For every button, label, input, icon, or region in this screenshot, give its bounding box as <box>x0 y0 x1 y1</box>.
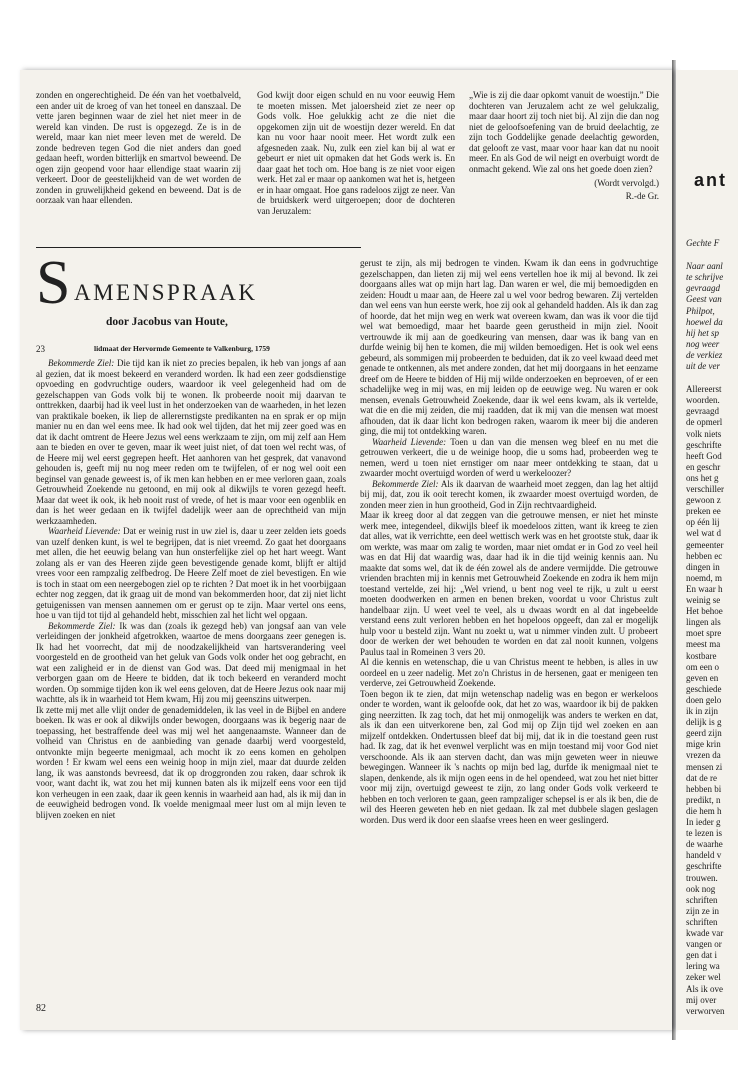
title-initial: S <box>36 249 71 317</box>
next-page-line: meest ma <box>686 639 721 650</box>
top-column-3-text: „Wie is zij die daar opkomt vanuit de woestijn.” Die dochteren van Jeruzalem acht ze wel gelukzalig, maar daar hoort zij toch niet bij. Al zijn die dan nog niet de geloofsoefening van de bruid deelachtig, ze zijn toch Goddelijke genade deelachtig geworden, dat gelooft ze vast, maar voor haar kan dat nu nooit meer. En als God de wil neigt en overbuigt wordt de onmacht gekend. Wie zal ons het goede doen zien? <box>469 90 659 174</box>
speaker-label: Bekommerde Ziel: <box>48 620 116 631</box>
next-page-line: predikt, n <box>686 794 721 805</box>
article-right-column <box>360 258 658 1003</box>
next-page-line: geerd zijn <box>686 728 722 739</box>
next-page-line: moet spre <box>686 628 722 639</box>
paragraph <box>360 258 658 437</box>
paragraph-text: Dat er weinig rust in uw ziel is, daar u zeer zelden iets goeds van uzelf denken kunt, is wel te begrijpen, dat is niet vreemd. Zo gaat het doorgaans met allen, die het eeuwig belang van hun onsterfelijke ziel op het hart weegt. Want zolang als er van des Heeren zijde geen bevestigende genade komt, blijft er altijd vrees voor een rampzalig zelfbedrog. De Heere Zelf moet de ziel bevestigen. En wie is toch in staat om een neergebogen ziel op te richten ? Dat moet ik in het voorbijgaan echter nog zeggen, dat ik graag uit de mond van bekommerden hoor, dat zij niet licht getuigenissen van mensen aannemen om er gerust op te zijn. Maar vertel ons eens, hoe u van tijd tot tijd al gehandeld hebt, misschien zal het licht wel opgaan. <box>36 526 346 620</box>
next-page-line: vrezen da <box>686 750 721 761</box>
next-page-line: Philpot, <box>686 305 715 316</box>
next-page-line: verschiller <box>686 484 724 494</box>
paragraph-text: Als ik daarvan de waarheid moet zeggen, dan lag het altijd bij mij, dat, zou ik ooit terecht komen, ik zwaarder moest overtuigd worden, de zonden meer zien in hun grootheid, God in Zijn rechtvaardigheid. <box>360 478 658 510</box>
next-page-line: trouwen. <box>686 872 718 883</box>
next-page-line: wel wat d <box>686 528 721 539</box>
author-subtitle: lidmaat der Hervormde Gemeente te Valkenburg, 1759 <box>94 344 270 353</box>
paragraph <box>36 526 346 621</box>
paragraph <box>36 705 346 821</box>
top-column-2-text: God kwijt door eigen schuld en nu voor eeuwig Hem te moeten missen. Met jaloersheid ziet ze neer op Gods volk. Hoe gelukkig acht ze die niet die opgekomen zijn uit de woestijn dezer wereld. En dat kan nu voor haar nooit meer. Het wordt zulk een afgesneden zaak. Nu, zulk een ziel kan bij al wat er gebeurt er niet uit opmaken dat het Gods werk is. En daar gaat het toch om. Hoe bang is ze niet voor eigen werk. Het zal er maar op aankomen wat het is, hetgeen er in haar omgaat. Hoe gans radeloos zijgt ze neer. Van de bruidskerk werd uitgeroepen; door de dochteren van Jeruzalem: <box>257 90 455 216</box>
next-page-line: woorden. <box>686 395 720 406</box>
next-page-line: kostbare <box>686 650 717 661</box>
next-page-line: hij het sp <box>686 327 719 338</box>
paragraph-text: Toen begon ik te zien, dat mijn wetenschap nadelig was en begon er werkeloos onder te worden, want ik geloofde ook, dat het zo was, waardoor ik bij de pakken ging neerzitten. Ik zag toch, dat het mij onmogelijk was anders te werken en dat, als ik dan een uitverkorene ben, zal God mij op Zijn tijd wel zoeken en aan mijzelf ontdekken. Ondertussen bleef dat bij mij, dat ik in die toestand geen rust had. Ik zag, dat ik het evenwel verplicht was en mijn toestand mij voor God niet verschoonde. Als ik aan sterven dacht, dan was mijn geweten weer in nieuwe bewegingen. Wanneer ik 's nachts op mijn bed lag, durfde ik menigmaal niet te slapen, denkende, als ik mijn ogen eens in de hel opendeed, wat zou het niet bitter voor mij zijn, overtuigd geweest te zijn, zo lang onder Gods volk verkeerd te hebben en toch verloren te gaan, geen rampzaliger schepsel is er als ik ben, die de wil des Heeren geweten heb en niet gedaan. Ik zal met dubbele slagen geslagen worden. Dus werd ik door een slaafse vrees heen en weer geslingerd. <box>360 688 658 825</box>
top-column-2 <box>257 90 455 260</box>
next-page-line: ook nog <box>686 883 716 894</box>
next-page-line: gevraagd <box>686 283 720 294</box>
page-number: 82 <box>36 1003 46 1014</box>
next-page-line: te schrijve <box>686 272 724 283</box>
next-page-line: preken ee <box>686 506 721 517</box>
next-page-line: en geschr <box>686 461 721 472</box>
top-column-3 <box>469 90 659 260</box>
next-page-line: hoewel da <box>686 316 723 327</box>
next-page-line: vangen or <box>686 939 722 950</box>
next-page-line: hebben bi <box>686 783 722 794</box>
next-page-line: geschrifte <box>686 861 722 872</box>
next-page-line: geschiede <box>686 683 722 694</box>
part-number: 23 <box>36 344 45 354</box>
next-page-line: de waarhe <box>686 839 723 850</box>
section-divider <box>36 247 361 248</box>
next-page-line: zeker wel <box>686 972 721 983</box>
next-page-line: verworven <box>686 1005 725 1016</box>
next-page-line: Het behoe <box>686 606 723 617</box>
next-page-line: En waar h <box>686 583 723 594</box>
next-page-line: mensen zi <box>686 761 723 772</box>
next-page-line: de opmerl <box>686 417 723 428</box>
next-page-line: kwade var <box>686 928 724 938</box>
paragraph <box>360 689 658 826</box>
speaker-label: Bekommerde Ziel: <box>372 478 439 489</box>
next-page-line: die hem h <box>686 805 722 816</box>
next-page-line: schriften <box>686 894 718 905</box>
next-page-line: geven en <box>686 672 719 683</box>
paragraph-text: Al die kennis en wetenschap, die u van Christus meent te hebben, is alles in uw oordeel en u zeer nadelig. Met zo'n Christus in de hersenen, gaat er menigeen ten verderve, zei Getrouwheid Zoekende. <box>360 657 658 688</box>
paragraph-text: gerust te zijn, als mij bedrogen te vinden. Kwam ik dan eens in godvruchtige gezelschappen, dan lieten zij mij wel eens vertellen hoe ik mij al bevond. Ik zei doorgaans alles wat op mijn hart lag. Dan waren er wel, die mij bemoedigden en zeiden: Houdt u maar aan, de Heere zal u wel voor bedrog bewaren. Zij vertelden dan wel eens van hun eerste werk, hoe zij ook al gehandeld hadden. Als ik dan zag of hoorde, dat het mijn weg en werk wat overeen kwam, dan was ik voor die tijd wel wat bemoedigd, maar het baarde geen gerustheid in mijn ziel. Nooit vertrouwde ik mij aan de goedkeuring van mensen, daar was ik bang van en durfde weinig bij hen te komen, die mij wilden bemoedigen. Het is ook wel eens gebeurd, als sommigen mij probeerden te beduiden, dat ik zo veel kwaad deed met genade te ontkennen, als met andere zonden, dat het mij doorgaans in het eenzame dreef om de Heere te bidden of Hij mij wilde onderzoeken en beproeven, of er een schadelijke weg in mij was, en mij leiden op de eeuwige weg. Nu waren er ook mensen, evenals Getrouwheid Zoekende, daar ik wel eens kwam, als ik vertelde, wat die en die mij zeiden, die mij raadden, dat ik mij van die mensen wat moest afhouden, dat ik daar licht kon bedrogen raken, waarom ik meer bij die anderen ging, die mij tot ontdekking waren. <box>360 258 658 436</box>
next-page-line: Gechte F <box>686 238 720 248</box>
next-page-line: mij over <box>686 994 717 1005</box>
next-page-line: mige krin <box>686 739 721 750</box>
next-page-line: zijn ze in <box>686 905 719 916</box>
next-page-line: Allereerst <box>686 384 722 395</box>
paragraph-text: Ik zette mij met alle vlijt onder de genademiddelen, ik las veel in de Bijbel en andere boeken. Ik was er ook al dikwijls onder bewogen, doorgaans was ik begerig naar de toepassing, het bestraffende deel was mij wel het aangenaamste. Wanneer dan de volheid van Christus en de aanbieding van genade daarbij werd voorgesteld, ontvonkte mijn begeerte menigmaal, ach mocht ik zo eens komen en geholpen worden ! Er kwam wel eens een weinig hoop in mijn ziel, maar dat duurde zelden lang, ik was aanstonds bevreesd, dat ik op droggronden zou raken, daar schrok ik voor, want dacht ik, wat zou het mij kunnen baten als ik mijzelf eens voor een tijd kon verheugen in een zaak, daar ik geen kennis in waarheid aan had, als ik mij dan in de eeuwigheid bedrogen vond. Ik voelde menigmaal meer lust om al mijn leven te blijven zoeken en niet <box>36 704 346 820</box>
next-page-line: Naar aanl <box>686 261 723 272</box>
next-page-line: ik in zijn <box>686 706 718 716</box>
speaker-label: Bekommerde Ziel: <box>48 358 115 368</box>
article-title: AMENSPRAAK <box>74 280 258 305</box>
next-page-line: om een o <box>686 661 719 672</box>
next-page-line: uit de ver <box>686 361 720 371</box>
next-page-line: gemeenter <box>686 539 724 550</box>
article-left-column <box>36 358 346 993</box>
paragraph <box>360 479 658 511</box>
next-page-line: handeld v <box>686 850 722 861</box>
next-page-line: de verkiez <box>686 349 723 360</box>
next-page-line: dingen in <box>686 561 720 572</box>
magazine-page <box>20 70 672 1030</box>
top-column-1 <box>36 90 241 260</box>
next-page-line: noemd, m <box>686 572 722 583</box>
paragraph <box>36 621 346 705</box>
next-page-line: lering wa <box>686 961 720 972</box>
next-page-line: heeft God <box>686 450 722 461</box>
paragraph <box>36 358 346 526</box>
next-page-line: ons het g <box>686 472 719 483</box>
next-page-line: lingen als <box>686 617 721 628</box>
paragraph <box>360 437 658 479</box>
next-page-line: dat de re <box>686 772 717 783</box>
next-page-line: In ieder g <box>686 817 721 827</box>
next-page-line: gevraagd <box>686 406 719 417</box>
paragraph-text: Toen u dan van die mensen weg bleef en nu met die getrouwen verkeert, die u de weinige hoop, die u soms had, probeerden weg te nemen, werd u toen niet ernstiger om naar meer ontdekking te staan, dat u zwaarder mocht overtuigd worden of werd u werkeloozer? <box>360 436 658 478</box>
next-page-line: gen dat i <box>686 950 717 961</box>
next-page-line: nog weer <box>686 338 720 349</box>
speaker-label: Waarheid Lievende: <box>48 526 121 536</box>
next-page-line: geschrifte <box>686 439 722 450</box>
top-column-1-text: zonden en ongerechtigheid. De één van het voetbalveld, een ander uit de kroeg of van het toneel en danszaal. De vette jaren beginnen waar de ziel het niet meer in de wereld kan vinden. De rust is opgezegd. Ze is in de wereld, maar kan niet meer leven met de wereld. De zonde bedreven tegen God die niet anders dan goed gedaan heeft, worden bitterlijk en smartvol beweend. De ogen zijn geopend voor haar ellendige staat waarin zij verkeert. Door de geestelijkheid van de wet worden de zonden in gruwelijkheid gekend en beweend. Dat is de oorzaak van haar ellenden. <box>36 90 241 205</box>
next-page-title-fragment: ant <box>694 170 727 190</box>
next-page-line: delijk is g <box>686 717 722 728</box>
next-page-line: schriften <box>686 916 718 927</box>
next-page-line: weinig se <box>686 595 721 605</box>
next-page-line: hebben ec <box>686 550 723 561</box>
speaker-label: Waarheid Lievende: <box>372 436 447 447</box>
continued-label: (Wordt vervolgd.) <box>594 178 659 188</box>
next-page-fragment <box>676 70 738 1030</box>
paragraph-text: Die tijd kan ik niet zo precies bepalen, ik heb van jongs af aan al gezien, dat ik moest bekeerd en veranderd worden. Ik had een zeer godsdienstige opvoeding en godvruchtige ouders, waardoor ik veel gelegenheid had om de gezelschappen van Gods volk bij te wonen. Ik probeerde nooit mij daarvan te onttrekken, daarbij had ik veel lust in het onderzoeken van de waarheden, in het lezen van praktikale boeken, ik liep de allerernstigste predikanten na en sprak er op mijn manier nu en dan wel eens mee. Ik had ook wel tijden, dat het mij zeer goed was en dat ik dacht omtrent de Heere Jezus wel eens werkzaam te zijn, om mij zelf aan Hem aan te bieden en over te geven, maar ik weet juist niet, of dat toen wel recht was, of de Heere mij wel eerst gegrepen heeft. Het aanhoren van het gesprek, dat vanavond gehouden is, geeft mij nu nog meer reden om te twijfelen, of er nog wel ooit een beginsel van genade geweest is, of ik men kan hebben en er mee verloren gaan, zoals Getrouwheid Zoekende nu getoond, en mij ook al dikwijls te voren gezegd heeft. Maar dat weet ik ook, ik heb nooit rust of vrede, of het is maar voor een ogenblik en dan is het weer gedaan en ik twijfel dadelijk weer aan de oprechtheid van mijn werkzaamheden. <box>36 358 346 526</box>
next-page-line: op één lij <box>686 517 720 528</box>
next-page-line: volk niets <box>686 428 722 439</box>
paragraph-text: Maar ik kreeg door al dat zeggen van die getrouwe mensen, er niet het minste werk mee, integendeel, dikwijls bleef ik moedeloos zitten, want ik kreeg te zien dat alles, wat ik verrichtte, een deel wettisch werk was en het grootste stuk, daar ik om werkte, was maar om zalig te worden, maar niet omdat er in God zo veel heil was en dat Hij dat waardig was, daar had ik in die tijd weinig kennis aan. Nu maakte dat soms wel, dat ik de één zowel als de andere vermijdde. Die getrouwe vrienden brachten mij in kennis met Getrouwheid Zoekende en zodra ik hem mijn toestand vertelde, zei hij: „Wel vriend, u bent nog veel te rijk, u zult u eerst moeten doodwerken en armen en benen breken, voordat u voor Christus zult handelbaar zijn. U weet veel te veel, als u dwaas wordt en al dat ingebeelde verstand eens zult verloren hebben en het hopeloos opgeeft, dan zal er mogelijk hulp voor u besteld zijn. Want nu zoekt u, wat u nimmer vinden zult. U probeert door de werken der wet behouden te worden en dat zal nooit kunnen, volgens Paulus taal in Romeinen 3 vers 20. <box>360 510 658 657</box>
next-page-line: te lezen is <box>686 828 722 839</box>
paragraph <box>360 657 658 689</box>
paragraph <box>360 510 658 657</box>
next-page-line: Geest van <box>686 294 722 305</box>
signature: R.-de Gr. <box>625 190 659 201</box>
next-page-line: Als ik ove <box>686 983 723 994</box>
article-author: door Jacobus van Houte, <box>106 316 228 328</box>
next-page-line: gewoon z <box>686 495 721 506</box>
article-title-block <box>36 249 346 354</box>
next-page-line: doen gelo <box>686 694 722 705</box>
paragraph-text: Ik was dan (zoals ik gezegd heb) van jongsaf aan van vele verleidingen der jonkheid afgetrokken, waartoe de mens doorgaans zeer genegen is. Ik had het voorrecht, dat mij de noodzakelijkheid van hartsverandering veel voorgesteld en de grootheid van het geluk van Gods volk onder het oog gebracht, en wat een zaligheid er in de dienst van God was. Dat deed mij menigmaal in het verborgen gaan om de Heere te bidden, dat ik toch bekeerd en veranderd mocht worden. Op sommige tijden kon ik wel eens geloven, dat de Heere Jezus ook naar mij wachtte, als ik in waarheid tot Hem kwam, Hij zou mij geenszins uitwerpen. <box>36 620 346 704</box>
